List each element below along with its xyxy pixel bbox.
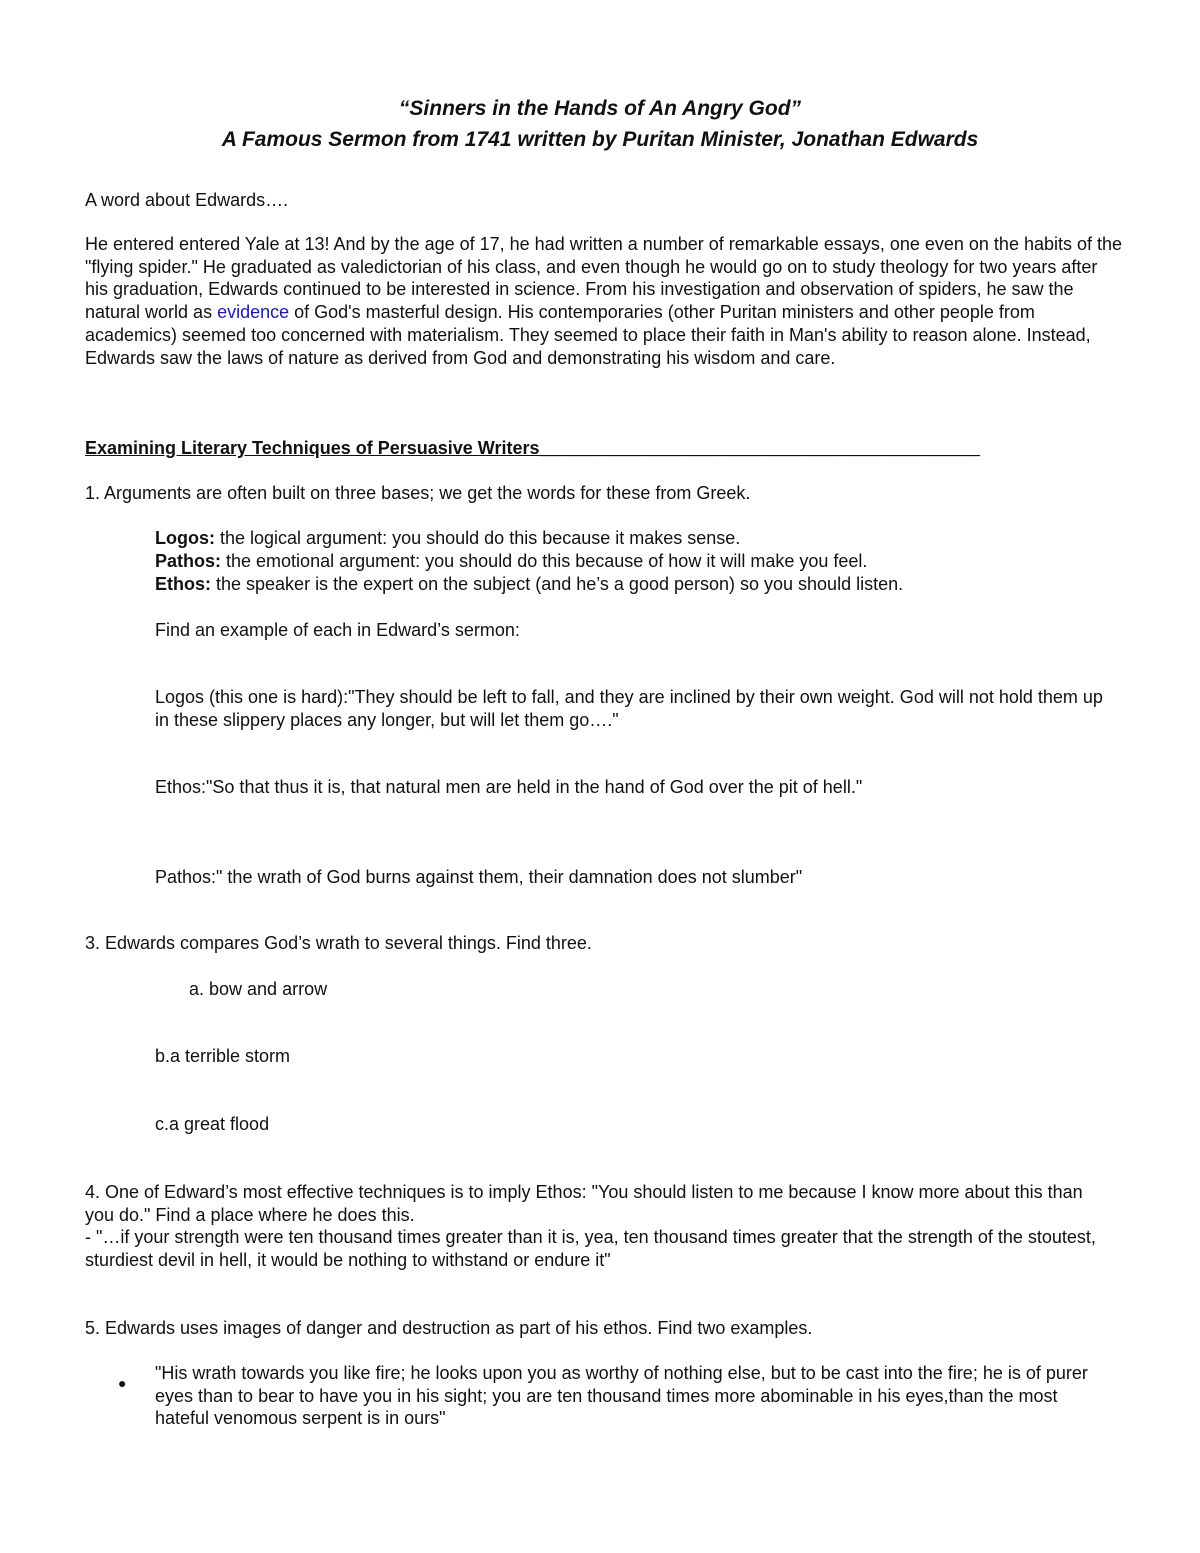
answer-logos: Logos (this one is hard):"They should be left to fall, and they are inclined by their own weight. God will not hold them up in these slippery places any longer, but will let them go….": [155, 687, 1103, 730]
title-line-1: “Sinners in the Hands of An Angry God”: [398, 97, 802, 120]
definition-term: Pathos:: [155, 551, 222, 571]
definition-ethos: [155, 573, 903, 596]
intro-label: A word about Edwards….: [85, 190, 289, 210]
intro-paragraph: [85, 233, 1125, 369]
answer-pathos: Pathos:" the wrath of God burns against them, their damnation does not slumber": [155, 867, 803, 887]
section-heading: [85, 437, 980, 460]
definition-term: Logos:: [155, 528, 215, 548]
question-5: 5. Edwards uses images of danger and destruction as part of his ethos. Find two examples.: [85, 1318, 813, 1338]
bullet-icon: ●: [118, 1375, 127, 1391]
question-3: 3. Edwards compares God’s wrath to several things. Find three.: [85, 933, 592, 953]
answer-4: - "…if your strength were ten thousand times greater than it is, yea, ten thousand times greater that the strength of the stoutest, sturdiest devil in hell, it would be nothing to withstand or endure it": [85, 1227, 1096, 1270]
section-heading-text: Examining Literary Techniques of Persuasive Writers: [85, 438, 540, 458]
answer-ethos: Ethos:"So that thus it is, that natural men are held in the hand of God over the pit of hell.": [155, 777, 863, 797]
definition-pathos: [155, 550, 867, 573]
section-heading-rule: ____________________________________________: [539, 438, 980, 458]
answer-3c: c.a great flood: [155, 1114, 270, 1134]
definition-text: the logical argument: you should do this because it makes sense.: [215, 528, 741, 548]
answer-3b: b.a terrible storm: [155, 1046, 291, 1066]
title-line-2: A Famous Sermon from 1741 written by Puritan Minister, Jonathan Edwards: [221, 128, 979, 151]
definition-term: Ethos:: [155, 574, 211, 594]
question-1: 1. Arguments are often built on three bases; we get the words for these from Greek.: [85, 483, 751, 503]
definition-text: the speaker is the expert on the subject (and he’s a good person) so you should listen.: [211, 574, 904, 594]
question-4: 4. One of Edward’s most effective techniques is to imply Ethos: "You should listen to me because I know more about this than you do." Find a place where he does this.: [85, 1182, 1083, 1225]
answer-5-bullet-1: "His wrath towards you like fire; he looks upon you as worthy of nothing else, but to be cast into the fire; he is of purer eyes than to bear to have you in his sight; you are ten thousand times more abominable in his eyes,than the most hateful venomous serpent is in ours": [155, 1363, 1088, 1429]
intro-text-part-1: He entered entered Yale at 13! And by the age of 17, he had written a number of remarkable essays, one even on the habits of the "flying spider." He graduated as valedictorian of his class, and even though he would go on to study theology for two years after his graduation, Edwards continued to be interested in science. From his investigation and observation of spiders, he saw the natural world as: [85, 234, 1123, 323]
intro-text-part-2: of God's masterful design. His contemporaries (other Puritan ministers and other people from academics) seemed too concerned with materialism. They seemed to place their faith in Man's ability to reason alone. Instead, Edwards saw the laws of nature as derived from God and demonstrating his wisdom and care.: [85, 302, 1091, 368]
answer-3a: a. bow and arrow: [189, 979, 328, 999]
definition-text: the emotional argument: you should do this because of how it will make you feel.: [221, 551, 868, 571]
definition-logos: [155, 527, 740, 550]
evidence-link[interactable]: evidence: [217, 302, 290, 323]
question-1-prompt: Find an example of each in Edward’s sermon:: [155, 620, 520, 640]
